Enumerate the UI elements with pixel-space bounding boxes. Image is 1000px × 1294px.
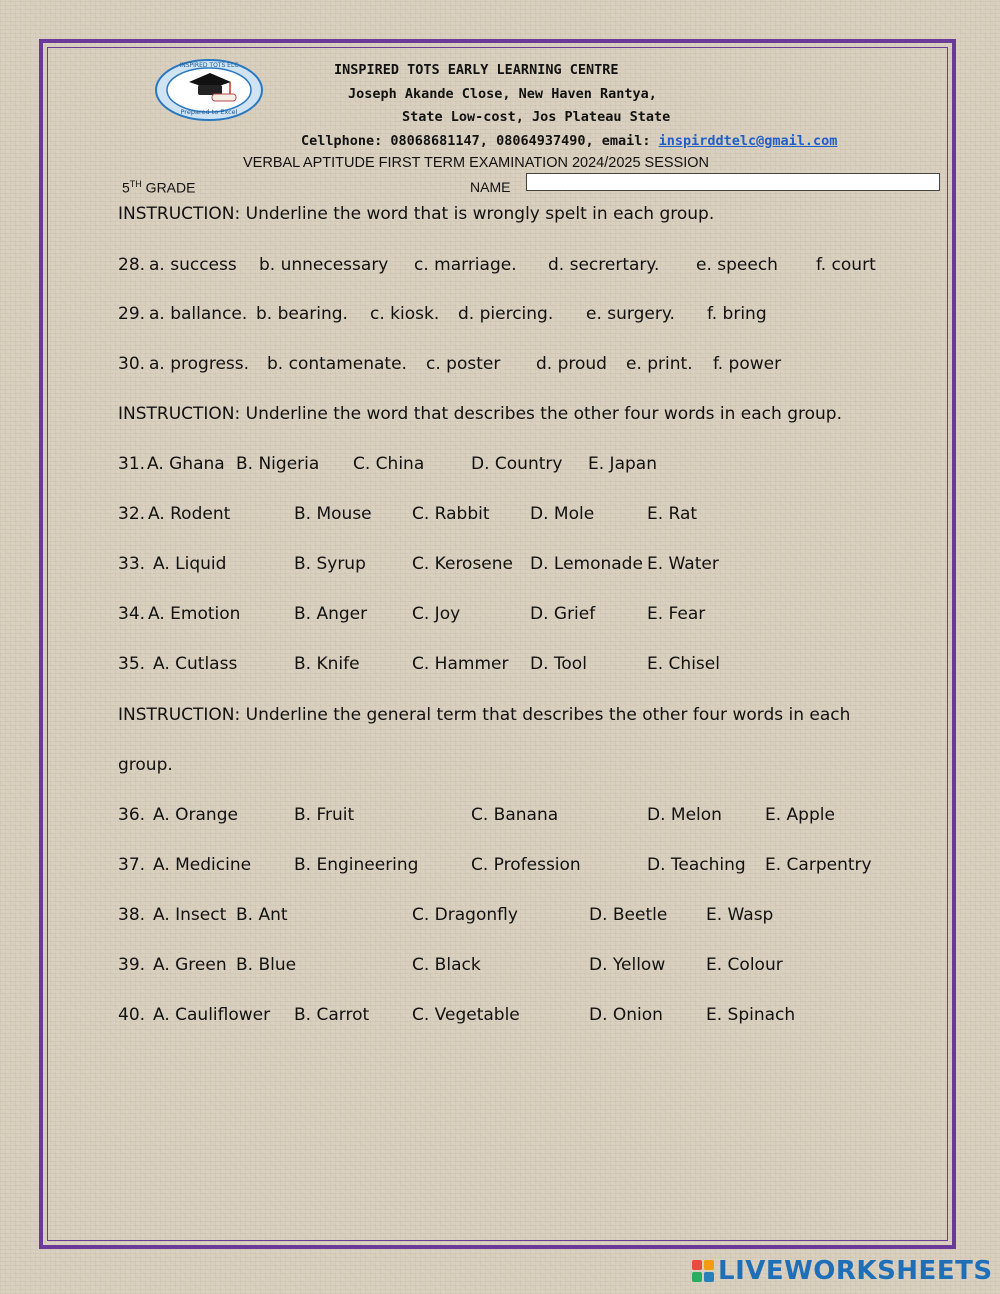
answer-option[interactable]: B. Knife bbox=[294, 654, 360, 674]
answer-option[interactable]: B. Mouse bbox=[294, 504, 372, 524]
answer-option[interactable]: A. Ghana bbox=[147, 454, 225, 474]
answer-option[interactable]: B. Nigeria bbox=[236, 454, 320, 474]
name-label: NAME bbox=[470, 179, 511, 195]
page-border-inner bbox=[47, 47, 948, 1241]
answer-option[interactable]: B. Carrot bbox=[294, 1005, 370, 1025]
answer-option[interactable]: B. Anger bbox=[294, 604, 368, 624]
question-number: 34. bbox=[118, 604, 146, 624]
answer-option[interactable]: a. ballance. bbox=[149, 304, 248, 324]
answer-option[interactable]: A. Cauliflower bbox=[153, 1005, 271, 1025]
answer-option[interactable]: A. Orange bbox=[153, 805, 238, 825]
brand-block bbox=[692, 1260, 702, 1270]
answer-option[interactable]: C. Vegetable bbox=[412, 1005, 520, 1025]
question-number: 39. bbox=[118, 955, 146, 975]
answer-option[interactable]: E. Chisel bbox=[647, 654, 720, 674]
question-number: 40. bbox=[118, 1005, 146, 1025]
answer-option[interactable]: d. proud bbox=[536, 354, 607, 374]
instruction-describe: INSTRUCTION: Underline the word that describes the other four words in each group. bbox=[118, 404, 842, 424]
instruction-general-term-cont: group. bbox=[118, 755, 173, 775]
answer-option[interactable]: e. speech bbox=[696, 255, 778, 275]
brand-name: LIVEWORKSHEETS bbox=[718, 1256, 993, 1286]
school-contact bbox=[301, 133, 837, 149]
school-address-1: Joseph Akande Close, New Haven Rantya, bbox=[348, 86, 657, 102]
answer-option[interactable]: B. Syrup bbox=[294, 554, 366, 574]
question-number: 38. bbox=[118, 905, 146, 925]
brand-block bbox=[692, 1272, 702, 1282]
answer-option[interactable]: D. Country bbox=[471, 454, 563, 474]
liveworksheets-logo bbox=[692, 1256, 993, 1286]
answer-option[interactable]: A. Medicine bbox=[153, 855, 252, 875]
answer-option[interactable]: f. power bbox=[713, 354, 782, 374]
answer-option[interactable]: b. unnecessary bbox=[259, 255, 389, 275]
answer-option[interactable]: B. Blue bbox=[236, 955, 297, 975]
answer-option[interactable]: B. Ant bbox=[236, 905, 288, 925]
answer-option[interactable]: A. Emotion bbox=[148, 604, 241, 624]
answer-option[interactable]: a. progress. bbox=[149, 354, 250, 374]
answer-option[interactable]: A. Insect bbox=[153, 905, 227, 925]
question-number: 29. bbox=[118, 304, 146, 324]
answer-option[interactable]: a. success bbox=[149, 255, 237, 275]
answer-option[interactable]: C. China bbox=[353, 454, 425, 474]
answer-option[interactable]: D. Tool bbox=[530, 654, 587, 674]
question-number: 28. bbox=[118, 255, 146, 275]
answer-option[interactable]: D. Beetle bbox=[589, 905, 668, 925]
answer-option[interactable]: d. secrertary. bbox=[548, 255, 660, 275]
question-number: 36. bbox=[118, 805, 146, 825]
answer-option[interactable]: A. Liquid bbox=[153, 554, 227, 574]
answer-option[interactable]: C. Rabbit bbox=[412, 504, 490, 524]
answer-option[interactable]: E. Spinach bbox=[706, 1005, 796, 1025]
answer-option[interactable]: D. Grief bbox=[530, 604, 596, 624]
answer-option[interactable]: b. bearing. bbox=[256, 304, 348, 324]
grade-word: GRADE bbox=[141, 179, 196, 196]
answer-option[interactable]: E. Water bbox=[647, 554, 719, 574]
school-logo bbox=[154, 58, 264, 122]
school-address-2: State Low-cost, Jos Plateau State bbox=[402, 109, 671, 125]
answer-option[interactable]: f. bring bbox=[707, 304, 767, 324]
name-input[interactable] bbox=[526, 173, 940, 191]
answer-option[interactable]: e. print. bbox=[626, 354, 693, 374]
logo-ring-text: INSPIRED TOTS ELC bbox=[179, 62, 239, 69]
answer-option[interactable]: A. Green bbox=[153, 955, 227, 975]
answer-option[interactable]: C. Hammer bbox=[412, 654, 509, 674]
answer-option[interactable]: E. Fear bbox=[647, 604, 706, 624]
answer-option[interactable]: C. Kerosene bbox=[412, 554, 514, 574]
answer-option[interactable]: A. Cutlass bbox=[153, 654, 238, 674]
brand-blocks-icon bbox=[692, 1260, 714, 1282]
answer-option[interactable]: c. kiosk. bbox=[370, 304, 440, 324]
exam-title: VERBAL APTITUDE FIRST TERM EXAMINATION 2024/2025 SESSION bbox=[243, 155, 710, 171]
question-number: 35. bbox=[118, 654, 146, 674]
answer-option[interactable]: D. Teaching bbox=[647, 855, 746, 875]
contact-text: Cellphone: 08068681147, 08064937490, email: bbox=[301, 133, 659, 149]
answer-option[interactable]: E. Apple bbox=[765, 805, 835, 825]
answer-option[interactable]: c. marriage. bbox=[414, 255, 517, 275]
question-number: 31. bbox=[118, 454, 146, 474]
grade-suffix: TH bbox=[129, 179, 142, 189]
answer-option[interactable]: d. piercing. bbox=[458, 304, 554, 324]
answer-option[interactable]: D. Onion bbox=[589, 1005, 663, 1025]
answer-option[interactable]: C. Profession bbox=[471, 855, 581, 875]
answer-option[interactable]: E. Colour bbox=[706, 955, 783, 975]
brand-block bbox=[704, 1272, 714, 1282]
answer-option[interactable]: E. Wasp bbox=[706, 905, 774, 925]
answer-option[interactable]: B. Engineering bbox=[294, 855, 419, 875]
answer-option[interactable]: C. Black bbox=[412, 955, 481, 975]
answer-option[interactable]: e. surgery. bbox=[586, 304, 675, 324]
answer-option[interactable]: D. Yellow bbox=[589, 955, 666, 975]
answer-option[interactable]: b. contamenate. bbox=[267, 354, 407, 374]
answer-option[interactable]: E. Carpentry bbox=[765, 855, 872, 875]
instruction-general-term: INSTRUCTION: Underline the general term that describes the other four words in each bbox=[118, 705, 851, 725]
grade-label bbox=[122, 179, 195, 196]
grade-number: 5 bbox=[122, 179, 130, 196]
answer-option[interactable]: E. Rat bbox=[647, 504, 698, 524]
answer-option[interactable]: C. Banana bbox=[471, 805, 559, 825]
question-number: 33. bbox=[118, 554, 146, 574]
answer-option[interactable]: E. Japan bbox=[588, 454, 657, 474]
answer-option[interactable]: c. poster bbox=[426, 354, 501, 374]
email-link[interactable]: inspirddtelc@gmail.com bbox=[658, 133, 838, 149]
answer-option[interactable]: C. Dragonfly bbox=[412, 905, 518, 925]
answer-option[interactable]: D. Mole bbox=[530, 504, 595, 524]
brand-block bbox=[704, 1260, 714, 1270]
question-number: 30. bbox=[118, 354, 146, 374]
instruction-spelling: INSTRUCTION: Underline the word that is wrongly spelt in each group. bbox=[118, 204, 715, 224]
question-number: 37. bbox=[118, 855, 146, 875]
answer-option[interactable]: D. Melon bbox=[647, 805, 722, 825]
answer-option[interactable]: B. Fruit bbox=[294, 805, 355, 825]
answer-option[interactable]: A. Rodent bbox=[148, 504, 231, 524]
answer-option[interactable]: C. Joy bbox=[412, 604, 461, 624]
question-number: 32. bbox=[118, 504, 146, 524]
school-name: INSPIRED TOTS EARLY LEARNING CENTRE bbox=[334, 62, 619, 78]
answer-option[interactable]: f. court bbox=[816, 255, 876, 275]
logo-tagline: Prepared to Excel bbox=[180, 108, 238, 116]
answer-option[interactable]: D. Lemonade bbox=[530, 554, 643, 574]
